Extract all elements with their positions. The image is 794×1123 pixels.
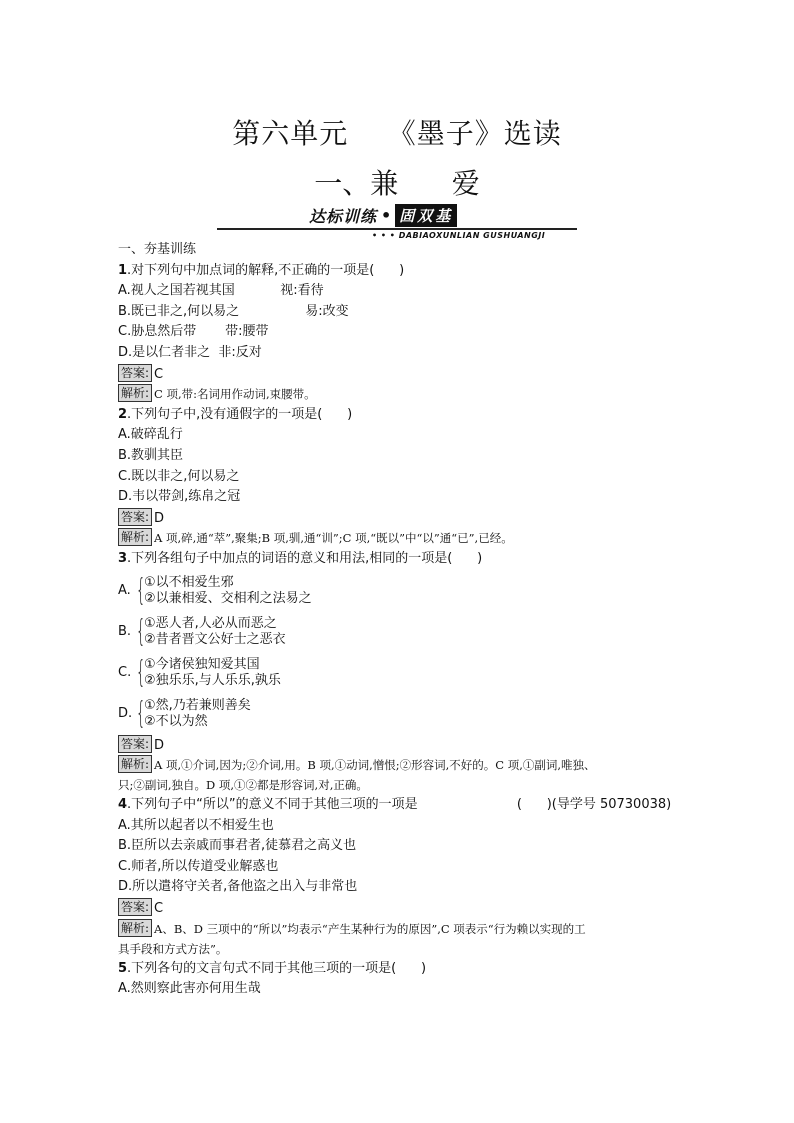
option-pair	[118, 653, 678, 693]
option-line: ②昔者晋文公好士之恶衣	[144, 631, 286, 647]
option: B.教驯其臣	[118, 447, 184, 463]
question-number: 4	[118, 797, 128, 813]
analysis-line	[118, 755, 678, 775]
answer-tag: 答案:	[118, 508, 152, 526]
answer-line	[118, 508, 678, 529]
banner-rule	[217, 228, 577, 230]
lesson-title: 一、兼 爱	[314, 167, 480, 200]
analysis-tag: 解析:	[118, 755, 152, 773]
question-number: 2	[118, 406, 128, 422]
brace-icon: {	[136, 613, 146, 649]
option: B.臣所以去亲戚而事君者,徒慕君之高义也	[118, 838, 357, 854]
option: B.既已非之,何以易之 易:改变	[118, 303, 349, 319]
answer-line	[118, 364, 678, 385]
question-2-stem	[118, 405, 678, 426]
analysis-tag: 解析:	[118, 384, 152, 402]
option-line: ①以不相爱生邪	[144, 574, 234, 590]
option-pair	[118, 612, 678, 652]
option: C.既以非之,何以易之	[118, 468, 240, 484]
answer-value: D	[154, 737, 165, 753]
question-5-stem	[118, 959, 678, 980]
option-line: ②独乐乐,与人乐乐,孰乐	[144, 672, 281, 688]
analysis-line	[118, 528, 678, 549]
analysis-tag: 解析:	[118, 528, 152, 546]
exercise-content	[118, 240, 678, 1000]
answer-value: C	[154, 901, 164, 917]
option-letter: C.	[118, 665, 132, 680]
option-line: ①然,乃若兼则善矣	[144, 697, 251, 713]
option-line: ②以兼相爱、交相利之法易之	[144, 590, 312, 606]
brace-icon: {	[136, 654, 146, 690]
analysis-tag: 解析:	[118, 919, 152, 937]
question-number: 5	[118, 960, 128, 976]
question-text: .下列各组句子中加点的词语的意义和用法,相同的一项是( )	[127, 550, 483, 566]
option-letter: B.	[118, 624, 132, 639]
option: C.师者,所以传道受业解惑也	[118, 858, 279, 874]
option-pair	[118, 571, 678, 611]
answer-tag: 答案:	[118, 735, 152, 753]
question-text: .下列各句的文言句式不同于其他三项的一项是( )	[127, 960, 427, 976]
unit-title: 第六单元 《墨子》选读	[232, 117, 562, 150]
question-4-stem	[118, 795, 678, 816]
analysis-line	[118, 384, 678, 405]
option-letter: A.	[118, 583, 131, 598]
answer-value: C	[154, 366, 164, 382]
banner-heading	[309, 204, 457, 226]
banner-box-text: 固双基	[395, 204, 457, 227]
answer-line	[118, 898, 678, 919]
question-number: 1	[118, 262, 128, 278]
option: D.所以遣将守关者,备他盗之出入与非常也	[118, 879, 358, 895]
option: D.韦以带剑,练帛之冠	[118, 489, 241, 505]
option-line: ①恶人者,人必从而恶之	[144, 615, 277, 631]
option: A.然则察此害亦何用生哉	[118, 981, 261, 997]
section-banner	[217, 202, 577, 240]
answer-tag: 答案:	[118, 898, 152, 916]
answer-tag: 答案:	[118, 364, 152, 382]
analysis-continuation: 具手段和方式方法”。	[118, 941, 228, 956]
option: A.其所以起者以不相爱生也	[118, 817, 274, 833]
analysis-text: A 项,碎,通“萃”,聚集;B 项,驯,通“训”;C 项,“既以”中“以”通“已”,已经。	[154, 531, 513, 546]
banner-dot: •	[381, 205, 392, 225]
option-pair	[118, 694, 678, 734]
option-letter: D.	[118, 706, 133, 721]
analysis-line	[118, 919, 678, 939]
question-text: .对下列句中加点词的解释,不正确的一项是( )	[127, 262, 405, 278]
answer-line	[118, 735, 678, 756]
analysis-text: A、B、D 三项中的“所以”均表示“产生某种行为的原因”,C 项表示“行为赖以实现的工	[154, 921, 586, 936]
banner-main-text: 达标训练	[309, 206, 378, 226]
option: D.是以仁者非之 非:反对	[118, 344, 262, 360]
question-text: .下列句子中“所以”的意义不同于其他三项的一项是 ( )(导学号 50730038)	[127, 797, 672, 813]
answer-value: D	[154, 510, 165, 526]
question-3-stem	[118, 549, 678, 570]
option: A.视人之国若视其国 视:看待	[118, 283, 324, 299]
analysis-text: C 项,带:名词用作动词,束腰带。	[154, 387, 316, 402]
section-title: 一、夯基训练	[118, 242, 197, 257]
question-text: .下列句子中,没有通假字的一项是( )	[127, 406, 353, 422]
option: A.破碎乱行	[118, 427, 183, 443]
brace-icon: {	[136, 695, 146, 731]
option-line: ②不以为然	[144, 713, 208, 729]
analysis-continuation: 只;②副词,独自。D 项,①②都是形容词,对,正确。	[118, 778, 368, 793]
brace-icon: {	[136, 572, 146, 608]
question-number: 3	[118, 550, 128, 566]
option-line: ①今诸侯独知爱其国	[144, 656, 260, 672]
banner-subtitle: • • • DABIAOXUNLIAN GUSHUANGJI	[372, 231, 546, 240]
question-1-stem	[118, 261, 678, 282]
analysis-text: A 项,①介词,因为;②介词,用。B 项,①动词,憎恨;②形容词,不好的。C 项,①副词,唯独、	[154, 758, 596, 773]
option: C.胁息然后带 带:腰带	[118, 324, 269, 340]
